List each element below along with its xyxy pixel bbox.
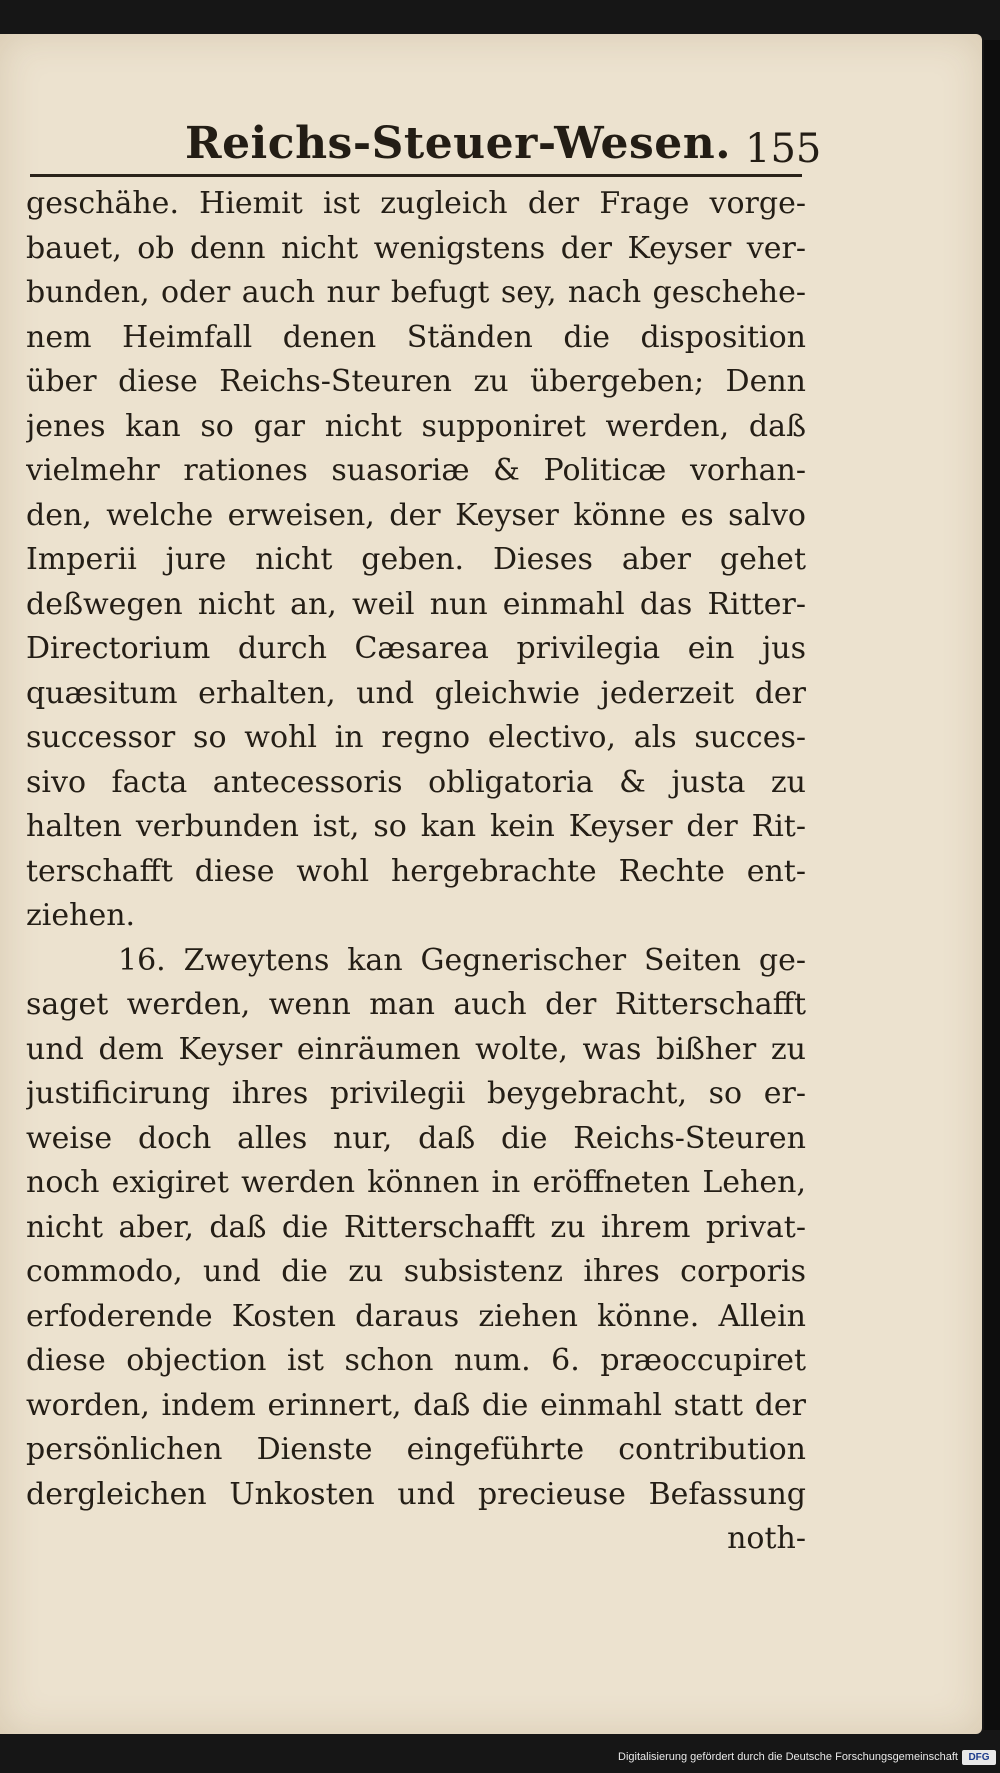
text-line: diese objection ist schon num. 6. præoccupiret bbox=[26, 1343, 806, 1378]
text-line: worden, indem erinnert, daß die einmahl statt der bbox=[26, 1387, 806, 1423]
text-line: noch exigiret werden können in eröffneten Lehen, bbox=[26, 1165, 806, 1200]
text-line: geschähe. Hiemit ist zugleich der Frage vorge- bbox=[26, 186, 806, 221]
text-line: bunden, oder auch nur befugt sey, nach geschehe- bbox=[26, 275, 806, 310]
text-line: persönlichen Dienste eingeführte contribution bbox=[26, 1432, 806, 1467]
text-line: ziehen. bbox=[26, 898, 136, 933]
text-line: dergleichen Unkosten und precieuse Befassung bbox=[26, 1476, 806, 1512]
text-line: quæsitum erhalten, und gleichwie jederzeit der bbox=[26, 675, 806, 711]
text-line: Imperii jure nicht geben. Dieses aber gehet bbox=[26, 542, 806, 577]
page-edge-shadow bbox=[984, 40, 1000, 1730]
text-line: saget werden, wenn man auch der Ritterschafft bbox=[26, 987, 806, 1022]
text-line: bauet, ob denn nicht wenigstens der Keyser ver- bbox=[26, 230, 806, 266]
text-line: halten verbunden ist, so kan kein Keyser der Rit- bbox=[26, 809, 806, 844]
text-line: justificirung ihres privilegii beygebracht, so er- bbox=[26, 1076, 806, 1111]
text-line: sivo facta antecessoris obligatoria & justa zu bbox=[26, 764, 806, 800]
text-line: erfoderende Kosten daraus ziehen könne. Allein bbox=[26, 1298, 806, 1334]
text-line: jenes kan so gar nicht supponiret werden, daß bbox=[26, 408, 806, 444]
text-line: terschafft diese wohl hergebrachte Rechte ent- bbox=[26, 853, 806, 889]
dfg-logo: DFG bbox=[962, 1750, 996, 1765]
header-rule bbox=[30, 174, 802, 177]
paragraph-start-line: 16. Zweytens kan Gegnerischer Seiten ge- bbox=[118, 942, 806, 978]
text-line: nem Heimfall denen Ständen die disposition bbox=[26, 319, 806, 355]
text-line: Directorium durch Cæsarea privilegia ein jus bbox=[26, 631, 806, 666]
running-head: Reichs-Steuer-Wesen. bbox=[185, 118, 732, 169]
text-line: deßwegen nicht an, weil nun einmahl das Ritter- bbox=[26, 586, 806, 622]
text-line: nicht aber, daß die Ritterschafft zu ihrem privat- bbox=[26, 1209, 806, 1245]
text-line: und dem Keyser einräumen wolte, was bißher zu bbox=[26, 1031, 806, 1067]
digitization-credit: Digitalisierung gefördert durch die Deutsche Forschungsgemeinschaft bbox=[618, 1751, 958, 1763]
text-line: weise doch alles nur, daß die Reichs-Steuren bbox=[26, 1120, 806, 1156]
body-text bbox=[26, 182, 806, 1562]
text-line: successor so wohl in regno electivo, als succes- bbox=[26, 720, 806, 755]
text-line: vielmehr rationes suasoriæ & Politicæ vorhan- bbox=[26, 453, 806, 488]
text-line: über diese Reichs-Steuren zu übergeben; Denn bbox=[26, 364, 806, 399]
text-line: den, welche erweisen, der Keyser könne es salvo bbox=[26, 497, 806, 533]
catchword: noth- bbox=[727, 1521, 806, 1556]
text-line: commodo, und die zu subsistenz ihres corporis bbox=[26, 1254, 806, 1289]
page-number: 155 bbox=[745, 126, 822, 172]
